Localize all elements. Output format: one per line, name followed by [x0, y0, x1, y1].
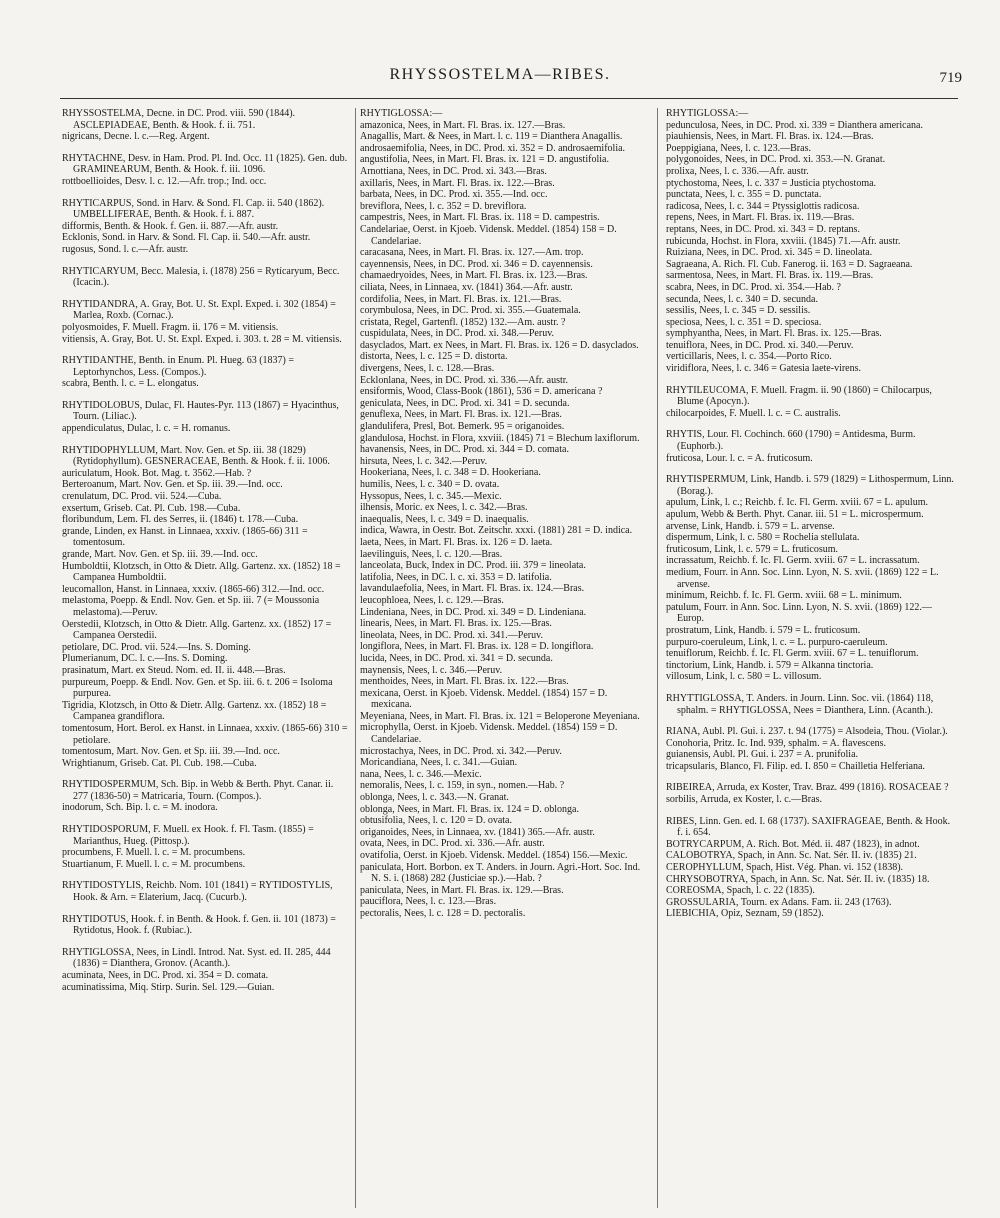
index-entry: punctata, Nees, l. c. 355 = D. punctata. [666, 189, 822, 201]
index-entry: ciliata, Nees, in Linnaea, xv. (1841) 364.—Afr. austr. [360, 281, 573, 293]
index-entry: RHYTIDOSPORUM, F. Muell. ex Hook. f. Fl. Tasm. (1855) = Marianthus, Hueg. (Pittosp.). [62, 824, 314, 847]
index-entry: ilhensis, Moric. ex Nees, l. c. 342.—Bras. [360, 502, 528, 514]
index-entry: Wrightianum, Griseb. Cat. Pl. Cub. 198.—Cuba. [62, 757, 257, 769]
index-entry: microphylla, Oerst. in Kjoeb. Vidensk. Meddel. (1854) 159 = D. Candelariae. [360, 722, 618, 746]
header-rule [60, 98, 958, 99]
index-entry: RHYTIGLOSSA:— [360, 108, 443, 119]
index-entry: Oerstedii, Klotzsch, in Otto & Dietr. Allg. Gartenz. xx. (1852) 17 = Campanea Oerstedii. [62, 618, 332, 642]
index-entry: scabra, Nees, in DC. Prod. xi. 354.—Hab. ? [666, 281, 841, 293]
running-title: RHYSSOSTELMA—RIBES. [389, 66, 611, 83]
index-entry: RIBES, Linn. Gen. ed. I. 68 (1737). SAXIFRAGEAE, Benth. & Hook. f. i. 654. [666, 815, 951, 839]
index-entry: microstachya, Nees, in DC. Prod. xi. 342.—Peruv. [360, 745, 562, 757]
index-entry: melastoma, Poepp. & Endl. Nov. Gen. et Sp. iii. 7 (= Moussonia melastoma).—Peruv. [62, 595, 320, 618]
index-entry: RHYTIDOPHYLLUM, Mart. Nov. Gen. et Sp. iii. 38 (1829) (Rytidophyllum). GESNERACEAE, Benth. & Hook. f. ii. 1006. [62, 444, 330, 468]
index-entry: purpuro-coeruleum, Link, l. c. = L. purpuro-caeruleum. [666, 636, 888, 648]
index-entry: repens, Nees, in Mart. Fl. Bras. ix. 119.—Bras. [666, 212, 855, 224]
index-entry: incrassatum, Reichb. f. Ic. Fl. Germ. xviii. 67 = L. incrassatum. [666, 555, 920, 567]
index-entry: CALOBOTRYA, Spach, in Ann. Sc. Nat. Sér. II. iv. (1835) 21. [666, 850, 917, 862]
index-entry: nigricans, Decne. l. c.—Reg. Argent. [62, 131, 210, 143]
page-header [0, 64, 1000, 94]
index-entry: Meyeniana, Nees, in Mart. Fl. Bras. ix. 121 = Beloperone Meyeniana. [360, 710, 640, 722]
index-entry: prolixa, Nees, l. c. 336.—Afr. austr. [666, 165, 809, 177]
index-entry: tomentosum, Mart. Nov. Gen. et Sp. iii. 39.—Ind. occ. [62, 746, 280, 758]
index-entry: amazonica, Nees, in Mart. Fl. Bras. ix. 127.—Bras. [360, 119, 566, 131]
index-entry: tinctorium, Link, Handb. i. 579 = Alkanna tinctoria. [666, 659, 874, 671]
index-entry: prostratum, Link, Handb. i. 579 = L. fruticosum. [666, 624, 861, 636]
index-entry: sessilis, Nees, l. c. 345 = D. sessilis. [666, 305, 811, 317]
index-entry: longiflora, Nees, in Mart. Fl. Bras. ix. 128 = D. longiflora. [360, 641, 594, 653]
index-entry: dasyclados, Mart. ex Nees, in Mart. Fl. Bras. ix. 126 = D. dasyclados. [360, 339, 639, 351]
index-entry: villosum, Link, l. c. 580 = L. villosum. [666, 671, 822, 683]
index-entry: rugosus, Sond. l. c.—Afr. austr. [62, 243, 189, 255]
index-entry: leucomallon, Hanst. in Linnaea, xxxiv. (1865-66) 312.—Ind. occ. [62, 583, 325, 595]
index-entry: reptans, Nees, in DC. Prod. xi. 343 = D. reptans. [666, 223, 860, 235]
index-entry: Ruiziana, Nees, in DC. Prod. xi. 345 = D. lineolata. [666, 247, 873, 259]
index-entry: lavandulaefolia, Nees, in Mart. Fl. Bras. ix. 124.—Bras. [360, 583, 585, 595]
index-entry: maynensis, Nees, l. c. 346.—Peruv. [360, 664, 503, 676]
index-entry: Hookeriana, Nees, l. c. 348 = D. Hookeriana. [360, 467, 541, 479]
index-entry: appendiculatus, Dulac, l. c. = H. romanus. [62, 423, 231, 435]
index-entry: geniculata, Nees, in DC. Prod. xi. 341 = D. secunda. [360, 397, 570, 409]
index-entry: RHYTISPERMUM, Link, Handb. i. 579 (1829) = Lithospermum, Linn. (Borag.). [666, 474, 954, 497]
index-entry: Stuartianum, F. Muell. l. c. = M. procumbens. [62, 858, 246, 870]
index-entry: angustifolia, Nees, in Mart. Fl. Bras. ix. 121 = D. angustifolia. [360, 154, 609, 166]
index-entry: RHYTIS, Lour. Fl. Cochinch. 660 (1790) = Antidesma, Burm. (Euphorb.). [666, 429, 916, 453]
index-entry: oblonga, Nees, in Mart. Fl. Bras. ix. 124 = D. oblonga. [360, 803, 579, 815]
index-entry: viridiflora, Nees, l. c. 346 = Gatesia laete-virens. [666, 363, 862, 375]
index-entry: auriculatum, Hook. Bot. Mag. t. 3562.—Hab. ? [62, 467, 252, 479]
index-entry: acuminatissima, Miq. Stirp. Surin. Sel. 129.—Guian. [62, 981, 275, 993]
index-entry: latifolia, Nees, in DC. l. c. xi. 353 = D. latifolia. [360, 571, 552, 583]
index-entry: minimum, Reichb. f. Ic. Fl. Germ. xviii. 68 = L. minimum. [666, 590, 902, 602]
index-entry: Moricandiana, Nees, l. c. 341.—Guian. [360, 757, 518, 769]
index-entry: exsertum, Griseb. Cat. Pl. Cub. 198.—Cuba. [62, 502, 241, 514]
index-entry: Lindeniana, Nees, in DC. Prod. xi. 349 = D. Lindeniana. [360, 606, 587, 618]
index-entry: RHYSSOSTELMA, Decne. in DC. Prod. viii. 590 (1844). ASCLEPIADEAE, Benth. & Hook. f. ii. 751. [62, 108, 296, 131]
index-entry: RHYTACHNE, Desv. in Ham. Prod. Pl. Ind. Occ. 11 (1825). Gen. dub. GRAMINEARUM, Benth. & Hook. f. iii. 1096. [62, 152, 348, 176]
index-entry: distorta, Nees, l. c. 125 = D. distorta. [360, 351, 508, 363]
index-entry: tricapsularis, Blanco, Fl. Filip. ed. I. 850 = Chailletia Helferiana. [666, 760, 925, 772]
index-entry: RHYTIDOLOBUS, Dulac, Fl. Hautes-Pyr. 113 (1867) = Hyacinthus, Tourn. (Liliac.). [62, 399, 339, 423]
index-entry: chamaedryoides, Nees, in Mart. Fl. Bras. ix. 123.—Bras. [360, 270, 588, 282]
index-entry: ptychostoma, Nees, l. c. 337 = Justicia ptychostoma. [666, 177, 877, 189]
index-entry: RHYTTIGLOSSA, T. Anders. in Journ. Linn. Soc. vii. (1864) 118, sphalm. = RHYTIGLOSSA, Nees = Dianthera, Linn. (Acanth.). [666, 692, 934, 716]
index-entry: grande, Mart. Nov. Gen. et Sp. iii. 39.—Ind. occ. [62, 549, 258, 560]
index-entry: origanoides, Nees, in Linnaea, xv. (1841) 365.—Afr. austr. [360, 826, 595, 838]
index-entry: arvense, Link, Handb. i. 579 = L. arvense. [666, 520, 835, 532]
index-entry: leucophloea, Nees, l. c. 129.—Bras. [360, 594, 504, 606]
index-entry: lanceolata, Buck, Index in DC. Prod. iii. 379 = lineolata. [360, 560, 586, 572]
index-entry: cordifolia, Nees, in Mart. Fl. Bras. ix. 121.—Bras. [360, 293, 562, 305]
index-entry: guianensis, Aubl. Pl. Gui. i. 237 = A. prunifolia. [666, 749, 859, 761]
index-entry: Candelariae, Oerst. in Kjoeb. Vidensk. Meddel. (1854) 158 = D. Candelariae. [360, 223, 617, 247]
index-entry: RHYTIDOSPERMUM, Sch. Bip. in Webb & Berth. Phyt. Canar. ii. 277 (1836-50) = Matricaria, Tourn. (Compos.). [62, 779, 334, 802]
index-entry: radicosa, Nees, l. c. 344 = Ptyssiglottis radicosa. [666, 200, 860, 212]
index-entry: lineolata, Nees, in DC. Prod. xi. 341.—Peruv. [360, 629, 543, 641]
index-entry: Conohoria, Pritz. Ic. Ind. 939, sphalm. = A. flavescens. [666, 737, 887, 749]
index-entry: Ecklonlana, Nees, in DC. Prod. xi. 336.—Afr. austr. [360, 374, 569, 386]
index-entry: rottboellioides, Desv. l. c. 12.—Afr. trop.; Ind. occ. [62, 175, 267, 187]
index-entry: RHYTIGLOSSA:— [666, 108, 749, 119]
index-entry: tenuiflora, Nees, in DC. Prod. xi. 340.—Peruv. [666, 339, 854, 351]
index-entry: grande, Linden, ex Hanst. in Linnaea, xxxiv. (1865-66) 311 = tomentosum. [62, 525, 308, 549]
index-entry: acuminata, Nees, in DC. Prod. xi. 354 = D. comata. [62, 970, 269, 981]
index-entry: androsaemifolia, Nees, in DC. Prod. xi. 352 = D. androsaemifolia. [360, 142, 626, 154]
index-entry: laeta, Nees, in Mart. Fl. Bras. ix. 126 = D. laeta. [360, 536, 553, 548]
index-entry: apulum, Link, l. c.; Reichb. f. Ic. Fl. Germ. xviii. 67 = L. apulum. [666, 497, 928, 509]
index-entry: scabra, Benth. l. c. = L. elongatus. [62, 378, 199, 390]
index-entry: Sagraeana, A. Rich. Fl. Cub. Fanerog. ii. 163 = D. Sagraeana. [666, 258, 913, 270]
index-entry: polygonoides, Nees, in DC. Prod. xi. 353.—N. Granat. [666, 154, 886, 166]
column-divider [657, 108, 658, 1208]
index-entry: corymbulosa, Nees, in DC. Prod. xi. 355.—Guatemala. [360, 305, 581, 317]
index-entry: linearis, Nees, in Mart. Fl. Bras. ix. 125.—Bras. [360, 618, 552, 630]
index-entry: LIEBICHIA, Opiz, Seznam, 59 (1852). [666, 908, 824, 920]
index-entry: RHYTIDOSTYLIS, Reichb. Nom. 101 (1841) = RYTIDOSTYLIS, Hook. & Arn. = Elaterium, Jacq. (Cucurb.). [62, 880, 333, 904]
index-entry: glandulifera, Presl, Bot. Bemerk. 95 = origanoides. [360, 421, 565, 433]
index-entry: Tigridia, Klotzsch, in Otto & Dietr. Allg. Gartenz. xx. (1852) 18 = Campanea grandiflora. [62, 699, 327, 723]
index-entry: symphyantha, Nees, in Mart. Fl. Bras. ix. 125.—Bras. [666, 328, 882, 340]
index-entry: COREOSMA, Spach, l. c. 22 (1835). [666, 885, 815, 897]
index-entry: Berteroanum, Mart. Nov. Gen. et Sp. iii. 39.—Ind. occ. [62, 479, 283, 491]
index-entry: pedunculosa, Nees, in DC. Prod. xi. 339 = Dianthera americana. [666, 119, 923, 131]
index-entry: fruticosum, Link, l. c. 579 = L. fruticosum. [666, 543, 839, 555]
index-entry: sarmentosa, Nees, in Mart. Fl. Bras. ix. 119.—Bras. [666, 270, 874, 282]
index-entry: Plumerianum, DC. l. c.—Ins. S. Doming. [62, 653, 228, 665]
index-entry: BOTRYCARPUM, A. Rich. Bot. Méd. ii. 487 (1823), in adnot. [666, 838, 920, 850]
index-entry: RHYTICARPUS, Sond. in Harv. & Sond. Fl. Cap. ii. 540 (1862). UMBELLIFERAE, Benth. & Hook. f. i. 887. [62, 197, 325, 221]
index-entry: medium, Fourr. in Ann. Soc. Linn. Lyon, N. S. xvii. (1869) 122 = L. arvense. [666, 566, 939, 590]
column-right [666, 108, 958, 920]
index-entry: RHYTIGLOSSA, Nees, in Lindl. Introd. Nat. Syst. ed. II. 285, 444 (1836) = Dianthera, Gronov. (Acanth.). [62, 946, 331, 970]
index-entry: havanensis, Nees, in DC. Prod. xi. 344 = D. comata. [360, 444, 569, 456]
index-entry: tenuiflorum, Reichb. f. Ic. Fl. Germ. xviii. 67 = L. tenuiflorum. [666, 648, 919, 660]
index-entry: cayennensis, Nees, in DC. Prod. xi. 346 = D. cayennensis. [360, 258, 593, 270]
index-entry: obtusifolia, Nees, l. c. 120 = D. ovata. [360, 815, 512, 827]
index-entry: tomentosum, Hort. Berol. ex Hanst. in Linnaea, xxxiv. (1865-66) 310 = petiolare. [62, 722, 348, 746]
index-entry: indica, Wawra, in Oestr. Bot. Zeitschr. xxxi. (1881) 281 = D. indica. [360, 525, 633, 537]
index-entry: inaequalis, Nees, l. c. 349 = D. inaequalis. [360, 513, 529, 525]
index-entry: sorbilis, Arruda, ex Koster, l. c.—Bras. [666, 794, 822, 806]
index-entry: dispermum, Link, l. c. 580 = Rochelia stellulata. [666, 532, 860, 544]
index-entry: CHRYSOBOTRYA, Spach, in Ann. Sc. Nat. Sér. II. iv. (1835) 18. [666, 873, 930, 885]
index-entry: piauhiensis, Nees, in Mart. Fl. Bras. ix. 124.—Bras. [666, 131, 874, 143]
index-entry: polyosmoides, F. Muell. Fragm. ii. 176 = M. vitiensis. [62, 321, 279, 333]
index-entry: Ecklonis, Sond. in Harv. & Sond. Fl. Cap. ii. 540.—Afr. austr. [62, 232, 311, 244]
index-entry: glandulosa, Hochst. in Flora, xxviii. (1845) 71 = Blechum laxiflorum. [360, 432, 640, 444]
index-entry: RHYTILEUCOMA, F. Muell. Fragm. ii. 90 (1860) = Chilocarpus, Blume (Apocyn.). [666, 384, 932, 408]
index-entry: cuspidulata, Nees, in DC. Prod. xi. 348.—Peruv. [360, 328, 555, 340]
index-entry: crenulatum, DC. Prod. vii. 524.—Cuba. [62, 491, 222, 503]
index-entry: paniculata, Nees, in Mart. Fl. Bras. ix. 129.—Bras. [360, 884, 564, 896]
index-entry: patulum, Fourr. in Ann. Soc. Linn. Lyon, N. S. xvii. (1869) 122.—Europ. [666, 601, 932, 625]
index-entry: RHYTICARYUM, Becc. Malesia, i. (1878) 256 = Rytícaryum, Becc. (Icacin.). [62, 265, 340, 289]
index-entry: purpureum, Poepp. & Endl. Nov. Gen. et Sp. iii. 6. t. 206 = Isoloma purpurea. [62, 676, 333, 700]
index-entry: fruticosa, Lour. l. c. = A. fruticosum. [666, 452, 813, 464]
index-entry: Hyssopus, Nees, l. c. 345.—Mexic. [360, 490, 502, 502]
index-entry: ovatifolia, Oerst. in Kjoeb. Vidensk. Meddel. (1854) 156.—Mexic. [360, 850, 628, 861]
index-entry: RHYTIDOTUS, Hook. f. in Benth. & Hook. f. Gen. ii. 101 (1873) = Rytidotus, Hook. f. (Rubiac.). [62, 913, 336, 937]
index-entry: Arnottiana, Nees, in DC. Prod. xi. 343.—Bras. [360, 165, 547, 177]
index-entry: floribundum, Lem. Fl. des Serres, ii. (1846) t. 178.—Cuba. [62, 514, 299, 526]
index-entry: oblonga, Nees, l. c. 343.—N. Granat. [360, 792, 509, 804]
index-entry: nana, Nees, l. c. 346.—Mexic. [360, 768, 482, 780]
index-entry: Anagallis, Mart. & Nees, in Mart. l. c. 119 = Dianthera Anagallis. [360, 131, 623, 143]
index-entry: caracasana, Nees, in Mart. Fl. Bras. ix. 127.—Am. trop. [360, 247, 584, 259]
index-entry: axillaris, Nees, in Mart. Fl. Bras. ix. 122.—Bras. [360, 177, 555, 189]
index-entry: breviflora, Nees, l. c. 352 = D. breviflora. [360, 200, 527, 212]
index-entry: petiolare, DC. Prod. vii. 524.—Ins. S. Doming. [62, 641, 251, 653]
column-divider [355, 108, 356, 1208]
index-entry: speciosa, Nees, l. c. 351 = D. speciosa. [666, 316, 822, 328]
index-entry: pectoralis, Nees, l. c. 128 = D. pectoralis. [360, 907, 526, 919]
column-middle [360, 108, 650, 920]
index-entry: laevilinguis, Nees, l. c. 120.—Bras. [360, 548, 503, 560]
index-entry: GROSSULARIA, Tourn. ex Adans. Fam. ii. 243 (1763). [666, 896, 892, 908]
index-entry: prasinatum, Mart. ex Steud. Nom. ed. II. ii. 448.—Bras. [62, 664, 286, 676]
index-entry: inodorum, Sch. Bip. l. c. = M. inodora. [62, 802, 218, 814]
index-entry: procumbens, F. Muell. l. c. = M. procumbens. [62, 847, 246, 859]
index-entry: divergens, Nees, l. c. 128.—Bras. [360, 363, 495, 375]
index-entry: lucida, Nees, in DC. Prod. xi. 341 = D. secunda. [360, 652, 553, 664]
index-entry: rubicunda, Hochst. in Flora, xxviii. (1845) 71.—Afr. austr. [666, 235, 901, 247]
column-left [62, 108, 350, 993]
index-entry: difformis, Benth. & Hook. f. Gen. ii. 887.—Afr. austr. [62, 220, 279, 232]
index-entry: secunda, Nees, l. c. 340 = D. secunda. [666, 293, 818, 305]
index-entry: campestris, Nees, in Mart. Fl. Bras. ix. 118 = D. campestris. [360, 212, 600, 224]
index-entry: menthoides, Nees, in Mart. Fl. Bras. ix. 122.—Bras. [360, 676, 569, 688]
index-entry: RIANA, Aubl. Pl. Gui. i. 237. t. 94 (1775) = Alsodeia, Thou. (Violar.). [666, 726, 948, 738]
index-entry: barbata, Nees, in DC. Prod. xi. 355.—Ind. occ. [360, 189, 548, 201]
index-entry: vitiensis, A. Gray, Bot. U. St. Expl. Exped. i. 303. t. 28 = M. vitiensis. [62, 333, 342, 345]
index-entry: apulum, Webb & Berth. Phyt. Canar. iii. 51 = L. microspermum. [666, 509, 924, 520]
index-entry: RIBEIREA, Arruda, ex Koster, Trav. Braz. 499 (1816). ROSACEAE ? [666, 782, 949, 794]
index-entry: hirsuta, Nees, l. c. 342.—Peruv. [360, 455, 488, 467]
index-entry: cristata, Regel, Gartenfl. (1852) 132.—Am. austr. ? [360, 316, 566, 328]
index-entry: RHYTIDANDRA, A. Gray, Bot. U. St. Expl. Exped. i. 302 (1854) = Marlea, Roxb. (Cornac.). [62, 298, 336, 322]
index-entry: pauciflora, Nees, l. c. 123.—Bras. [360, 896, 497, 908]
index-entry: genuflexa, Nees, in Mart. Fl. Bras. ix. 121.—Bras. [360, 409, 562, 421]
index-entry: Poeppigiana, Nees, l. c. 123.—Bras. [666, 142, 811, 154]
index-entry: Humboldtii, Klotzsch, in Otto & Dietr. Allg. Gartenz. xx. (1852) 18 = Campanea Humboldtii. [62, 560, 341, 584]
index-entry: mexicana, Oerst. in Kjoeb. Vidensk. Meddel. (1854) 157 = D. mexicana. [360, 687, 608, 711]
index-entry: ovata, Nees, in DC. Prod. xi. 336.—Afr. austr. [360, 838, 545, 850]
index-entry: verticillaris, Nees, l. c. 354.—Porto Rico. [666, 351, 832, 363]
index-entry: CEROPHYLLUM, Spach, Hist. Vég. Phan. vi. 152 (1838). [666, 862, 904, 874]
page-number: 719 [939, 70, 962, 86]
index-entry: ensiformis, Wood, Class-Book (1861), 536 = D. americana ? [360, 386, 603, 398]
index-entry: nemoralis, Nees, l. c. 159, in syn., nomen.—Hab. ? [360, 780, 565, 792]
index-entry: RHYTIDANTHE, Benth. in Enum. Pl. Hueg. 63 (1837) = Leptorhynchos, Less. (Compos.). [62, 355, 295, 378]
index-entry: chilocarpoides, F. Muell. l. c. = C. australis. [666, 407, 841, 419]
index-entry: humilis, Nees, l. c. 340 = D. ovata. [360, 479, 500, 490]
index-entry: paniculata, Hort. Borbon. ex T. Anders. in Journ. Agri.-Hort. Soc. Ind. N. S. i. (1868) 282 (Justiciae sp.).—Hab. ? [360, 861, 641, 885]
